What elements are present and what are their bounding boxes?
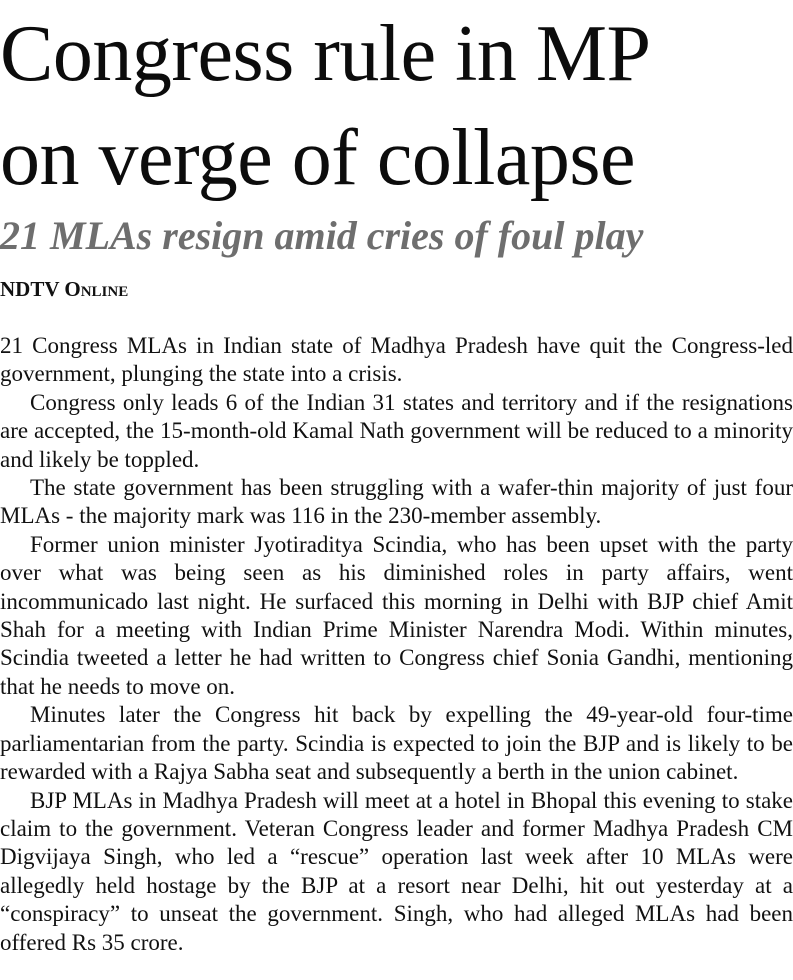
article-paragraph: The state government has been struggling with a wafer-thin majority of just four MLAs - the majority mark was 116 in the 230-member assembly. [0, 475, 793, 529]
headline-line-2: on verge of collapse [0, 114, 635, 202]
article-paragraph: Congress only leads 6 of the Indian 31 states and territory and if the resignations are accepted, the 15-month-old Kamal Nath government will be reduced to a minority and likely be toppled. [0, 389, 793, 472]
article-paragraph: 21 Congress MLAs in Indian state of Madhya Pradesh have quit the Congress-led government, plunging the state into a crisis. [0, 333, 793, 387]
headline-line-1: Congress rule in MP [0, 10, 651, 98]
byline: NDTV Online [0, 277, 129, 301]
subheadline: 21 MLAs resign amid cries of foul play [0, 213, 644, 258]
article-body [0, 332, 793, 957]
article-paragraph: BJP MLAs in Madhya Pradesh will meet at a hotel in Bhopal this evening to stake claim to the government. Veteran Congress leader and former Madhya Pradesh CM Digvijaya Singh, who led a “rescue” operation last week after 10 MLAs were allegedly held hostage by the BJP at a resort near Delhi, hit out yesterday at a “conspiracy” to unseat the government. Singh, who had alleged MLAs had been offered Rs 35 crore. [0, 787, 793, 955]
headline [0, 2, 793, 210]
article-paragraph: Former union minister Jyotiraditya Scindia, who has been upset with the party over what was being seen as his diminished roles in party affairs, went incommunicado last night. He surfaced this morning in Delhi with BJP chief Amit Shah for a meeting with Indian Prime Minister Narendra Modi. Within minutes, Scindia tweeted a letter he had written to Congress chief Sonia Gandhi, mentioning that he needs to move on. [0, 531, 793, 699]
article-paragraph: Minutes later the Congress hit back by expelling the 49-year-old four-time parliamentarian from the party. Scindia is expected to join the BJP and is likely to be rewarded with a Rajya Sabha seat and subsequently a berth in the union cabinet. [0, 702, 793, 785]
